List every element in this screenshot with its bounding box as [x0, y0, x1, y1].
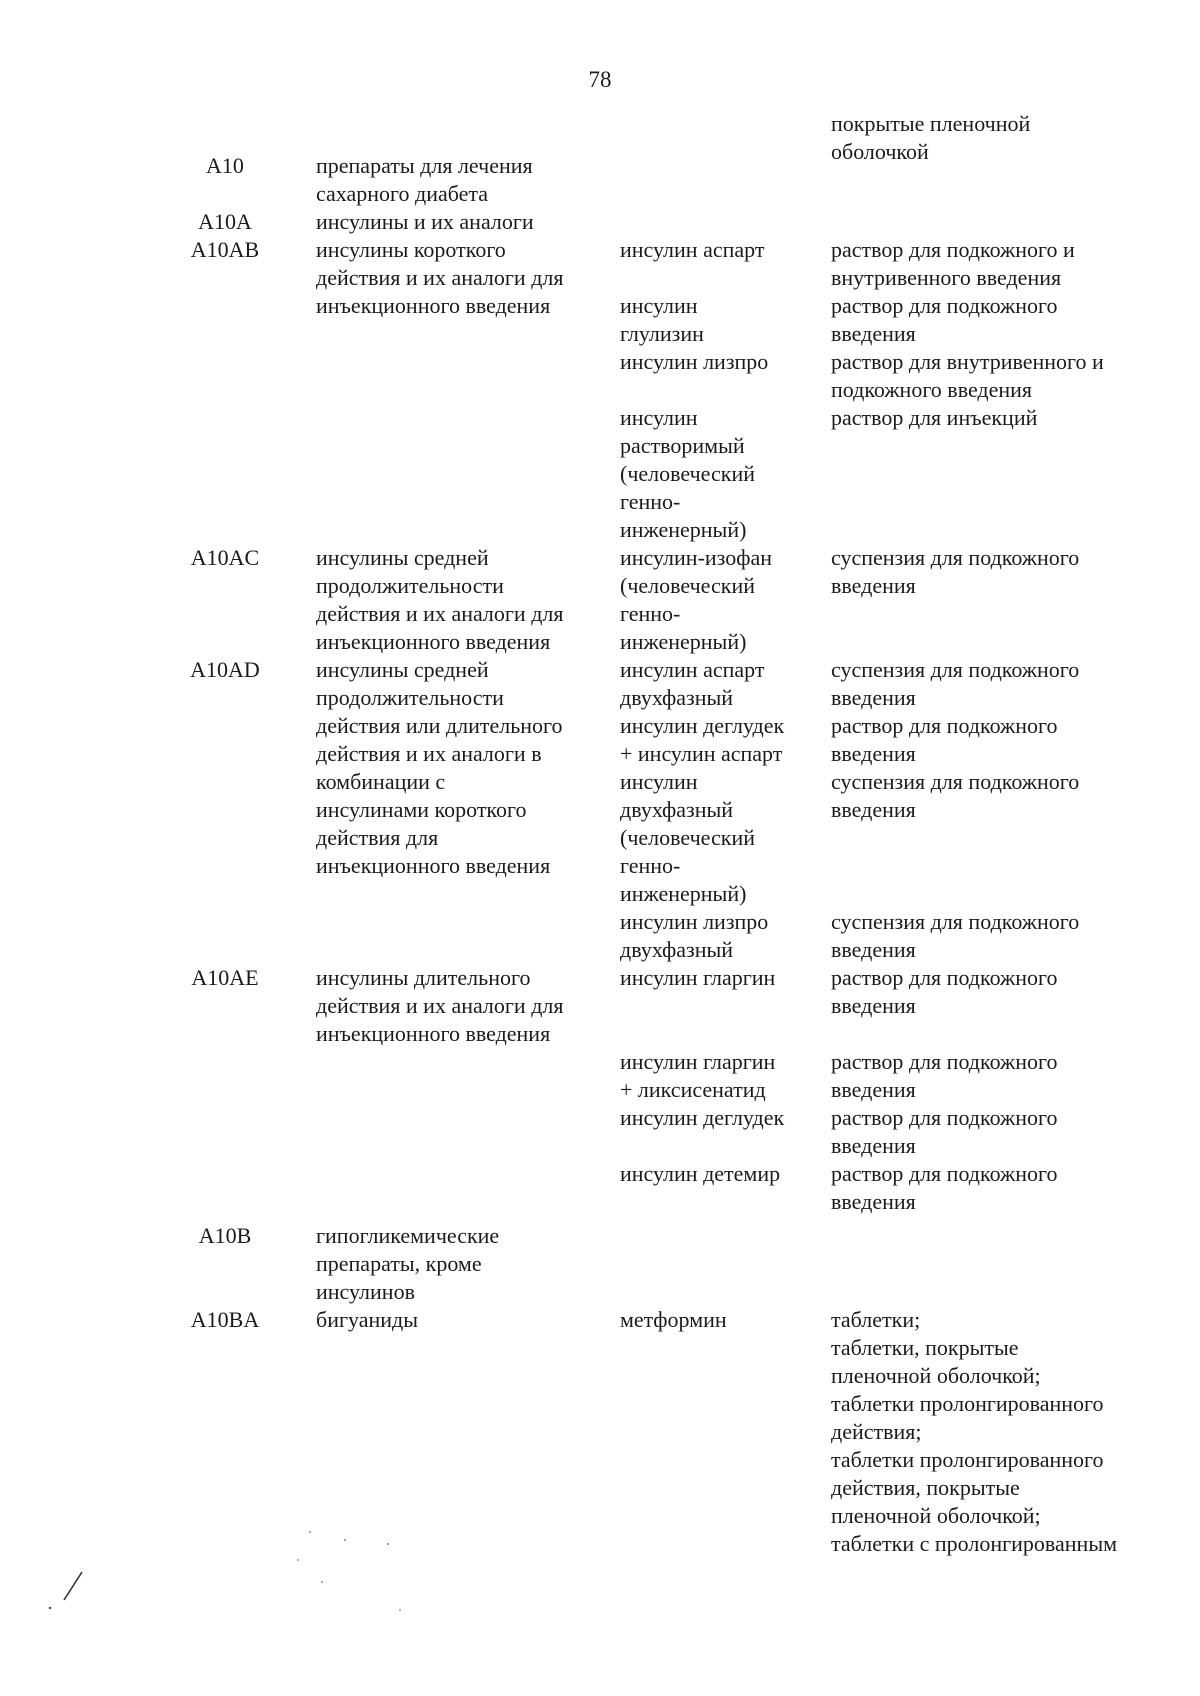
drug-name: метформин — [620, 1307, 727, 1332]
atc-description: инсулины длительного действия и их аналоги для инъекционного введения — [316, 965, 564, 1046]
atc-code: A10AB — [190, 237, 260, 262]
dosage-form: раствор для подкожного введения — [831, 1161, 1058, 1214]
drug-name: инсулин глулизин — [620, 293, 704, 346]
continuation-dosage-form: покрытые пленочной оболочкой — [831, 111, 1031, 164]
drug-name: инсулин деглудек — [620, 1105, 785, 1130]
drug-name: инсулин двухфазный (человеческий генно- инженерный) — [620, 769, 755, 906]
atc-code: A10B — [198, 1223, 252, 1248]
atc-code: A10AC — [190, 545, 260, 570]
speck — [309, 1531, 311, 1533]
drug-name: инсулин гларгин + ликсисенатид — [620, 1049, 776, 1102]
speck — [297, 1559, 299, 1561]
dosage-form: суспензия для подкожного введения — [831, 769, 1080, 822]
dosage-form: раствор для подкожного введения — [831, 293, 1058, 346]
dosage-form: раствор для подкожного и внутривенного введения — [831, 237, 1075, 290]
speck — [387, 1543, 389, 1545]
dosage-form: раствор для внутривенного и подкожного введения — [831, 349, 1104, 402]
drug-name: инсулин гларгин — [620, 965, 776, 990]
atc-description: инсулины короткого действия и их аналоги для инъекционного введения — [316, 237, 564, 318]
drug-name: инсулин детемир — [620, 1161, 781, 1186]
drug-name: инсулин деглудек + инсулин аспарт — [620, 713, 785, 766]
atc-code: A10A — [198, 209, 252, 234]
drug-name: инсулин-изофан (человеческий генно- инженерный) — [620, 545, 773, 654]
atc-description: инсулины средней продолжительности действия или длительного действия и их аналоги в комбинации с инсулинами короткого действия для инъекционного введения — [316, 657, 563, 878]
page-number: 78 — [588, 67, 612, 92]
dosage-form: суспензия для подкожного введения — [831, 657, 1080, 710]
dosage-form: раствор для подкожного введения — [831, 965, 1058, 1018]
drug-name: инсулин лизпро двухфазный — [620, 909, 769, 962]
drug-name: инсулин аспарт двухфазный — [620, 657, 765, 710]
drug-name: инсулин лизпро — [620, 349, 769, 374]
speck — [399, 1609, 401, 1611]
atc-description: препараты для лечения сахарного диабета — [316, 153, 533, 206]
dosage-form: суспензия для подкожного введения — [831, 909, 1080, 962]
pen-stroke-mark — [64, 1572, 82, 1600]
atc-description: гипогликемические препараты, кроме инсулинов — [316, 1223, 500, 1304]
drug-name: инсулин аспарт — [620, 237, 765, 262]
atc-code: A10AE — [191, 965, 259, 990]
atc-description: бигуаниды — [316, 1307, 418, 1332]
speck — [321, 1581, 323, 1583]
dosage-form: суспензия для подкожного введения — [831, 545, 1080, 598]
atc-code: A10BA — [190, 1307, 260, 1332]
atc-description: инсулины и их аналоги — [316, 209, 534, 234]
speck — [49, 1607, 51, 1609]
atc-code: A10AD — [190, 657, 260, 682]
dosage-form: раствор для подкожного введения — [831, 1105, 1058, 1158]
atc-description: инсулины средней продолжительности действия и их аналоги для инъекционного введения — [316, 545, 564, 654]
dosage-form: раствор для подкожного введения — [831, 713, 1058, 766]
drug-name: инсулин растворимый (человеческий генно- инженерный) — [620, 405, 755, 542]
speck — [344, 1539, 346, 1541]
atc-code: A10 — [206, 153, 244, 178]
dosage-form: раствор для инъекций — [831, 405, 1038, 430]
dosage-form: таблетки; таблетки, покрытые пленочной оболочкой; таблетки пролонгированного действия; таблетки пролонгированного действия, покрытые пленочной оболочкой; таблетки с пролонгированным — [831, 1307, 1118, 1556]
dosage-form: раствор для подкожного введения — [831, 1049, 1058, 1102]
